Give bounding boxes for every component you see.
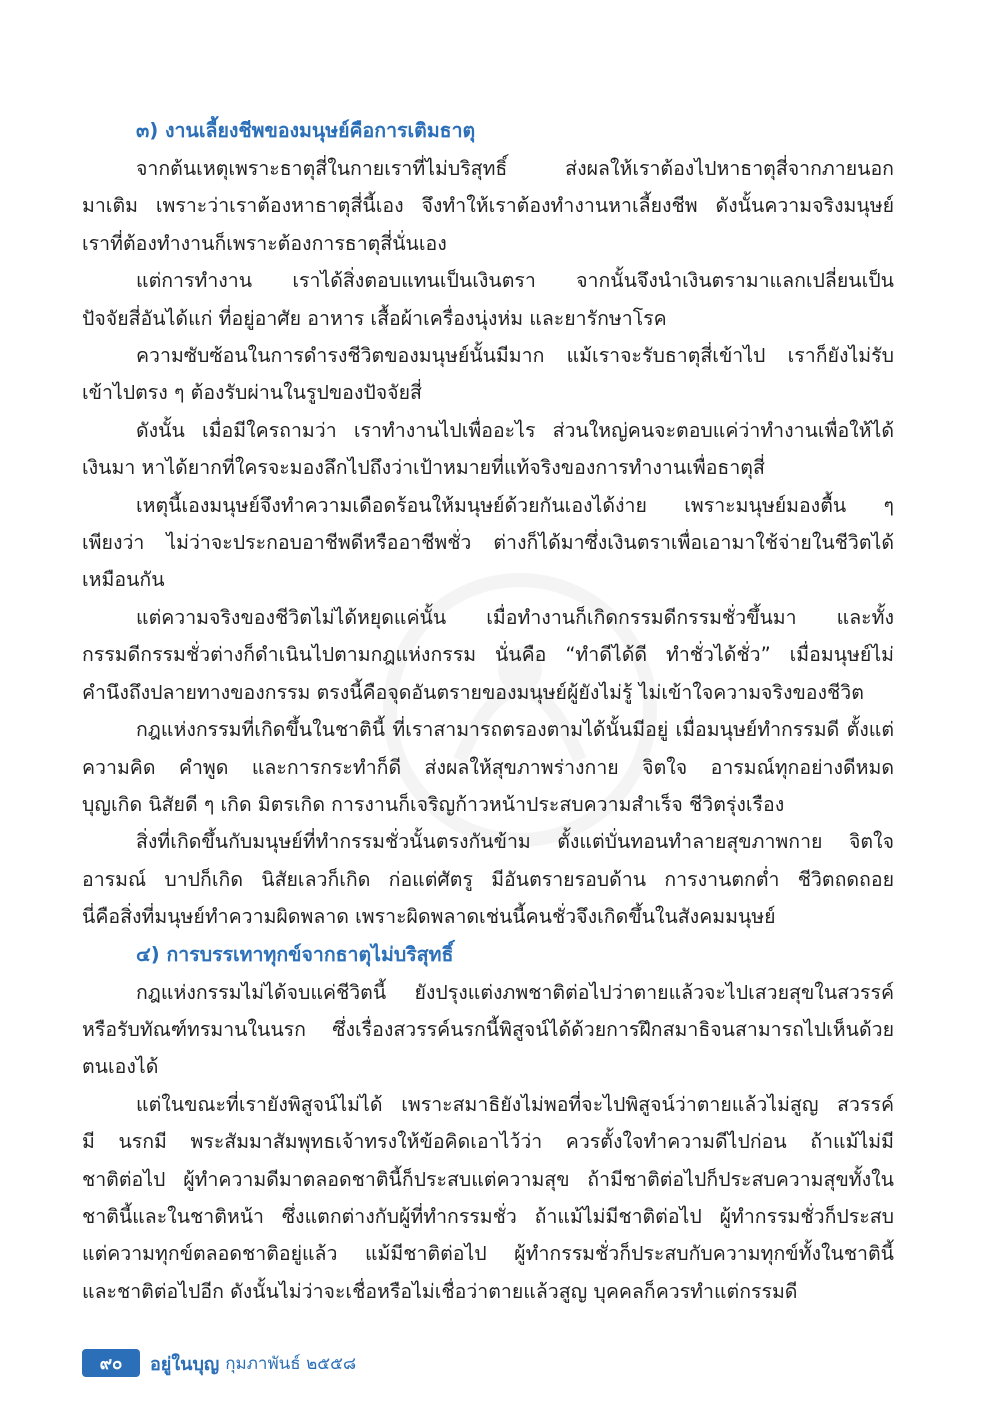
paragraph-line: และชาติต่อไปอีก ดังนั้นไม่ว่าจะเชื่อหรือไม่เชื่อว่าตายแล้วสูญ บุคคลก็ควรทำแต่กรรมดี xyxy=(82,1279,798,1303)
paragraph-line: เราที่ต้องทำงานก็เพราะต้องการธาตุสี่นั่นเอง xyxy=(82,231,447,255)
paragraph-line: เหมือนกัน xyxy=(82,568,165,592)
paragraph-line: ตนเองได้ xyxy=(82,1055,159,1079)
paragraph-line: เพียงว่า ไม่ว่าจะประกอบอาชีพดีหรืออาชีพชั่ว ต่างก็ได้มาซึ่งเงินตราเพื่อเอามาใช้จ่ายในชีวิตได้ xyxy=(82,531,894,555)
paragraph xyxy=(82,412,894,487)
paragraph-line: สิ่งที่เกิดขึ้นกับมนุษย์ที่ทำกรรมชั่วนั้นตรงกันข้าม ตั้งแต่บั่นทอนทำลายสุขภาพกาย จิตใจ xyxy=(136,830,894,854)
paragraph xyxy=(82,337,894,412)
paragraph-line: ปัจจัยสี่อันได้แก่ ที่อยู่อาศัย อาหาร เสื้อผ้าเครื่องนุ่งห่ม และยารักษาโรค xyxy=(82,306,667,330)
article-body xyxy=(82,112,894,1310)
paragraph xyxy=(82,711,894,823)
magazine-name: อยู่ในบุญ xyxy=(150,1353,220,1375)
section-heading: ๔) การบรรเทาทุกข์จากธาตุไม่บริสุทธิ์ xyxy=(136,942,454,966)
paragraph xyxy=(82,823,894,935)
paragraph-line: มี นรกมี พระสัมมาสัมพุทธเจ้าทรงให้ข้อคิดเอาไว้ว่า ควรตั้งใจทำความดีไปก่อน ถ้าแม้ไม่มี xyxy=(82,1130,894,1154)
paragraph xyxy=(82,262,894,337)
paragraph-line: แต่ในขณะที่เรายังพิสูจน์ไม่ได้ เพราะสมาธิยังไม่พอที่จะไปพิสูจน์ว่าตายแล้วไม่สูญ สวรรค์ xyxy=(136,1092,894,1116)
page-number: ๙๐ xyxy=(82,1349,140,1377)
paragraph-line: นี่คือสิ่งที่มนุษย์ทำความผิดพลาด เพราะผิดพลาดเช่นนี้คนชั่วจึงเกิดขึ้นในสังคมมนุษย์ xyxy=(82,905,776,929)
paragraph-line: เงินมา หาได้ยากที่ใครจะมองลึกไปถึงว่าเป้าหมายที่แท้จริงของการทำงานเพื่อธาตุสี่ xyxy=(82,456,765,480)
paragraph-line: หรือรับทัณฑ์ทรมานในนรก ซึ่งเรื่องสวรรค์นรกนี้พิสูจน์ได้ด้วยการฝึกสมาธิจนสามารถไปเห็นด้วย xyxy=(82,1017,894,1041)
paragraph-line: เข้าไปตรง ๆ ต้องรับผ่านในรูปของปัจจัยสี่ xyxy=(82,381,422,405)
paragraph xyxy=(82,1086,894,1310)
paragraph-line: กฎแห่งกรรมไม่ได้จบแค่ชีวิตนี้ ยังปรุงแต่งภพชาติต่อไปว่าตายแล้วจะไปเสวยสุขในสวรรค์ xyxy=(136,980,894,1004)
paragraph-line: กฎแห่งกรรมที่เกิดขึ้นในชาตินี้ ที่เราสามารถตรองตามได้นั้นมีอยู่ เมื่อมนุษย์ทำกรรมดี ตั้งแต่ xyxy=(136,718,894,742)
paragraph xyxy=(82,599,894,711)
paragraph-line: ชาติต่อไป ผู้ทำความดีมาตลอดชาตินี้ก็ประสบแต่ความสุข ถ้ามีชาติต่อไปก็ประสบความสุขทั้งใน xyxy=(82,1167,894,1191)
paragraph-line: ชาตินี้และในชาติหน้า ซึ่งแตกต่างกับผู้ที่ทำกรรมชั่ว ถ้าแม้ไม่มีชาติต่อไป ผู้ทำกรรมชั่วก็ประสบ xyxy=(82,1204,894,1228)
paragraph-line: ดังนั้น เมื่อมีใครถามว่า เราทำงานไปเพื่ออะไร ส่วนใหญ่คนจะตอบแค่ว่าทำงานเพื่อให้ได้ xyxy=(136,418,894,442)
paragraph xyxy=(82,974,894,1086)
paragraph-line: คำนึงถึงปลายทางของกรรม ตรงนี้คือจุดอันตรายของมนุษย์ผู้ยังไม่รู้ ไม่เข้าใจความจริงของชีวิต xyxy=(82,680,864,704)
paragraph xyxy=(82,150,894,262)
paragraph-line: แต่ความจริงของชีวิตไม่ได้หยุดแค่นั้น เมื่อทำงานก็เกิดกรรมดีกรรมชั่วขึ้นมา และทั้ง xyxy=(136,605,894,629)
paragraph xyxy=(82,487,894,599)
magazine-issue: กุมภาพันธ์ ๒๕๕๘ xyxy=(225,1353,357,1374)
paragraph-line: มาเติม เพราะว่าเราต้องหาธาตุสี่นี้เอง จึงทำให้เราต้องทำงานหาเลี้ยงชีพ ดังนั้นความจริงมนุษย์ xyxy=(82,194,894,218)
paragraph-line: กรรมดีกรรมชั่วต่างก็ดำเนินไปตามกฎแห่งกรรม นั่นคือ “ทำดีได้ดี ทำชั่วได้ชั่ว” เมื่อมนุษย์ไม่ xyxy=(82,643,894,667)
paragraph-line: แต่ความทุกข์ตลอดชาติอยู่แล้ว แม้มีชาติต่อไป ผู้ทำกรรมชั่วก็ประสบกับความทุกข์ทั้งในชาตินี้ xyxy=(82,1242,894,1266)
paragraph-line: ความซับซ้อนในการดำรงชีวิตของมนุษย์นั้นมีมาก แม้เราจะรับธาตุสี่เข้าไป เราก็ยังไม่รับ xyxy=(136,344,894,368)
section-heading: ๓) งานเลี้ยงชีพของมนุษย์คือการเติมธาตุ xyxy=(136,119,476,142)
paragraph-line: ความคิด คำพูด และการกระทำก็ดี ส่งผลให้สุขภาพร่างกาย จิตใจ อารมณ์ทุกอย่างดีหมด xyxy=(82,755,894,779)
paragraph-line: จากต้นเหตุเพราะธาตุสี่ในกายเราที่ไม่บริสุทธิ์ ส่งผลให้เราต้องไปหาธาตุสี่จากภายนอก xyxy=(136,157,894,180)
paragraph-line: อารมณ์ บาปก็เกิด นิสัยเลวก็เกิด ก่อแต่ศัตรู มีอันตรายรอบด้าน การงานตกต่ำ ชีวิตถดถอย xyxy=(82,867,894,891)
page-footer xyxy=(82,1349,356,1377)
paragraph-line: แต่การทำงาน เราได้สิ่งตอบแทนเป็นเงินตรา จากนั้นจึงนำเงินตรามาแลกเปลี่ยนเป็น xyxy=(136,269,894,293)
paragraph-line: เหตุนี้เองมนุษย์จึงทำความเดือดร้อนให้มนุษย์ด้วยกันเองได้ง่าย เพราะมนุษย์มองตื้น ๆ xyxy=(136,493,894,517)
paragraph-line: บุญเกิด นิสัยดี ๆ เกิด มิตรเกิด การงานก็เจริญก้าวหน้าประสบความสำเร็จ ชีวิตรุ่งเรือง xyxy=(82,792,785,816)
